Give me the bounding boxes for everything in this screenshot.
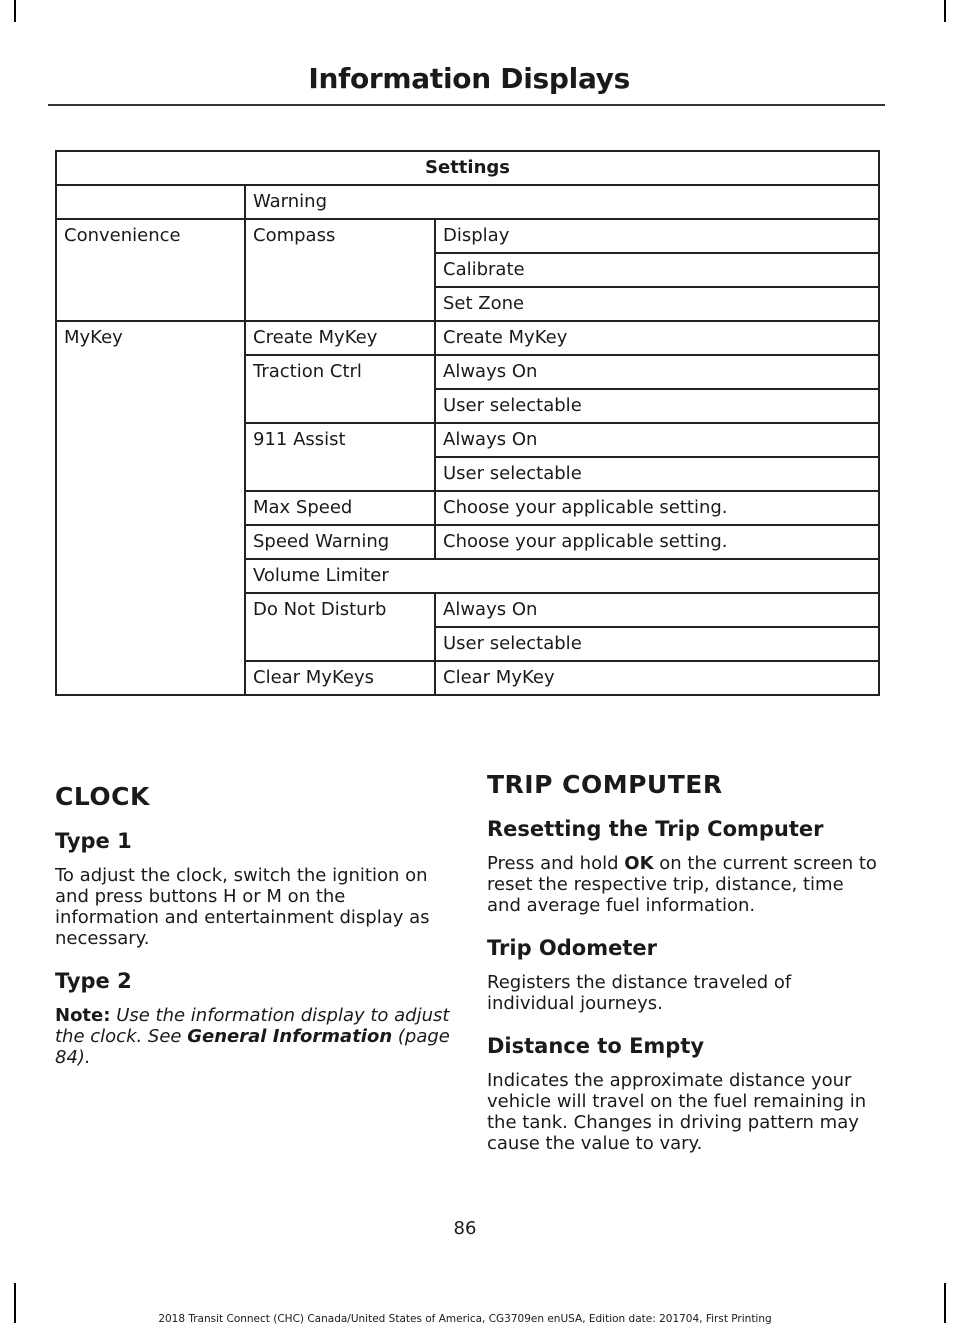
page-number: 86 (453, 1218, 477, 1239)
crop-mark-top-right (944, 0, 946, 22)
table-cell: Set Zone (435, 287, 879, 321)
table-cell: Display (435, 219, 879, 253)
note-reference-link[interactable]: General Information (187, 1026, 393, 1047)
clock-type1-text: To adjust the clock, switch the ignition on and press buttons H or M on the information and entertainment display as necessary. (55, 865, 430, 949)
dte-text: Indicates the approximate distance your vehicle will travel on the fuel remaining in the tank. Changes in driving pattern may cause the value to vary. (487, 1070, 867, 1154)
table-cell: 911 Assist (245, 423, 435, 491)
table-cell: Choose your applicable setting. (435, 491, 879, 525)
clock-type1-heading: Type 1 (55, 829, 132, 853)
table-row (56, 185, 879, 219)
settings-table (55, 150, 880, 696)
clock-type2-heading: Type 2 (55, 969, 132, 993)
header-divider (48, 104, 885, 106)
reset-text (487, 853, 882, 916)
table-cell: Create MyKey (435, 321, 879, 355)
note-page: (page 84). (55, 1026, 450, 1068)
clock-note (55, 1005, 450, 1068)
trip-heading: TRIP COMPUTER (487, 770, 723, 799)
table-cell: User selectable (435, 389, 879, 423)
note-label: Note: (55, 1005, 111, 1026)
table-cell (56, 185, 245, 219)
crop-mark-top-left (14, 0, 16, 22)
crop-mark-bottom-right (944, 1283, 946, 1323)
footer-text: 2018 Transit Connect (CHC) Canada/United States of America, CG3709en enUSA, Edition date: 201704, First Printing (158, 1313, 772, 1325)
table-cell: User selectable (435, 627, 879, 661)
table-cell-category: MyKey (56, 321, 245, 695)
page-title: Information Displays (308, 62, 630, 95)
table-header-row (56, 151, 879, 185)
table-cell: Choose your applicable setting. (435, 525, 879, 559)
reset-text-before: Press and hold (487, 853, 619, 874)
table-cell: Always On (435, 423, 879, 457)
table-cell: Traction Ctrl (245, 355, 435, 423)
reset-text-after: on the current screen to reset the respective trip, distance, time and average fuel information. (487, 853, 877, 916)
clock-heading: CLOCK (55, 782, 150, 811)
ok-button-label: OK (624, 853, 654, 874)
table-cell: Compass (245, 219, 435, 321)
table-cell: Always On (435, 593, 879, 627)
clock-section (55, 782, 450, 1088)
note-text: Use the information display to adjust the clock. See (55, 1005, 450, 1047)
table-cell: Volume Limiter (245, 559, 879, 593)
table-cell: Warning (245, 185, 879, 219)
reset-heading: Resetting the Trip Computer (487, 817, 824, 841)
table-row (56, 321, 879, 355)
table-cell: Calibrate (435, 253, 879, 287)
table-cell: Speed Warning (245, 525, 435, 559)
odometer-heading: Trip Odometer (487, 936, 657, 960)
odometer-text: Registers the distance traveled of individual journeys. (487, 972, 792, 1014)
table-cell: Do Not Disturb (245, 593, 435, 661)
table-cell: User selectable (435, 457, 879, 491)
trip-computer-section (487, 770, 882, 1174)
table-cell: Create MyKey (245, 321, 435, 355)
table-cell: Clear MyKey (435, 661, 879, 695)
table-cell-category: Convenience (56, 219, 245, 321)
table-row (56, 219, 879, 253)
dte-heading: Distance to Empty (487, 1034, 705, 1058)
table-cell: Clear MyKeys (245, 661, 435, 695)
table-title: Settings (56, 151, 879, 185)
table-cell: Max Speed (245, 491, 435, 525)
table-cell: Always On (435, 355, 879, 389)
